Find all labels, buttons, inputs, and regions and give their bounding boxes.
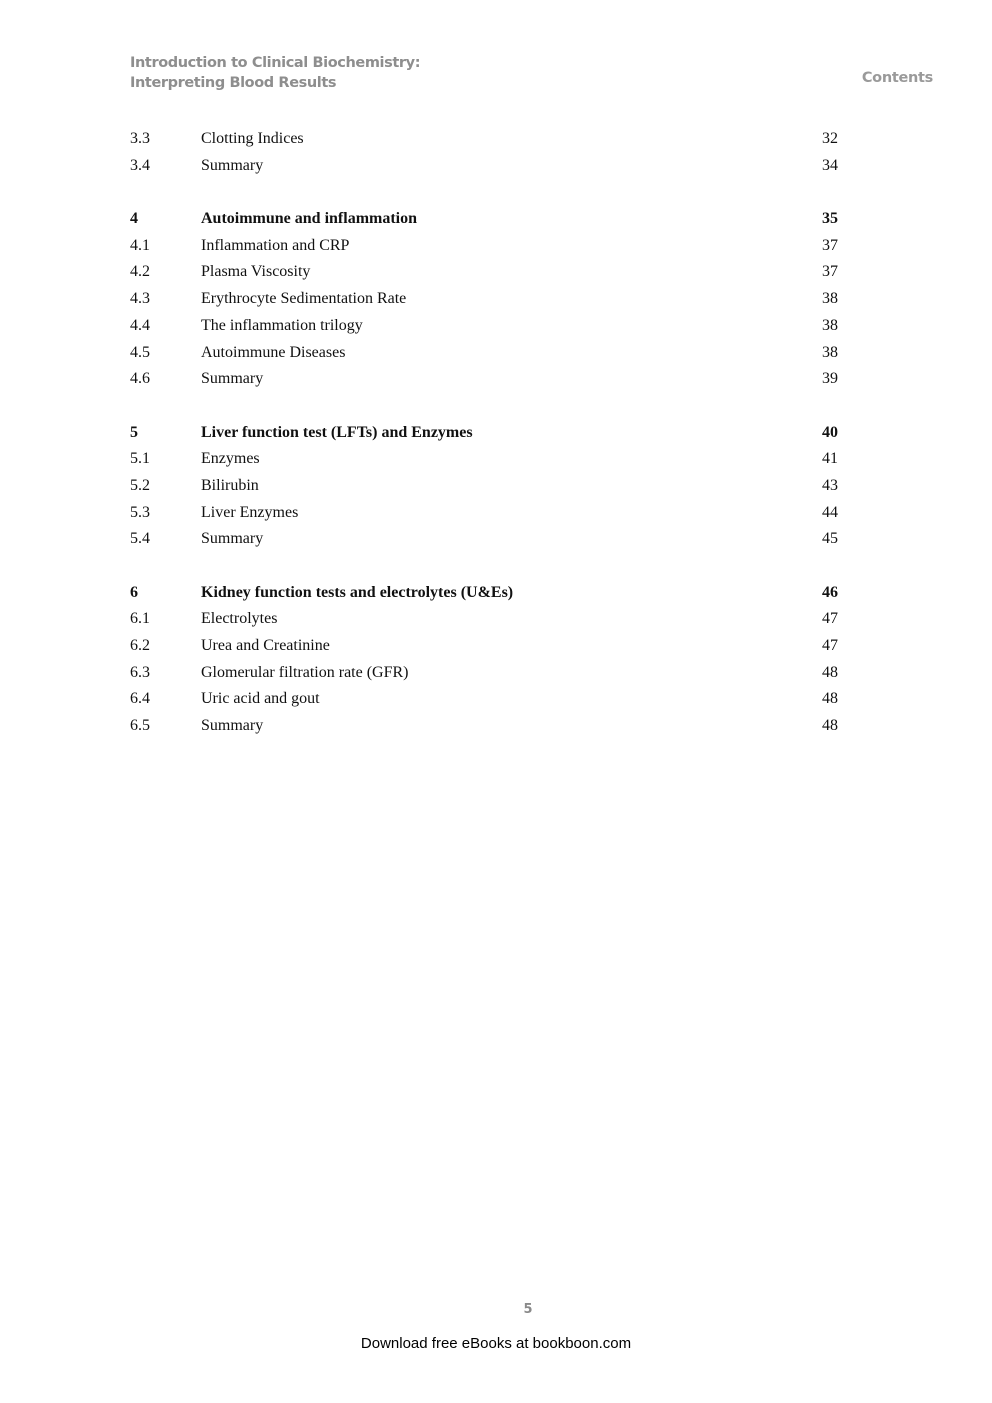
toc-label: Bilirubin xyxy=(201,476,259,494)
toc-entry[interactable] xyxy=(130,340,840,367)
toc-page: 40 xyxy=(822,423,838,441)
toc-label: Summary xyxy=(201,156,264,174)
toc-entry[interactable] xyxy=(130,446,840,473)
toc-chapter-entry[interactable] xyxy=(130,420,840,447)
toc-num: 6.2 xyxy=(130,637,150,655)
toc-label: Autoimmune Diseases xyxy=(201,343,346,361)
toc-label: Clotting Indices xyxy=(201,130,304,147)
toc-num: 6.5 xyxy=(130,717,150,735)
toc-entry[interactable] xyxy=(130,473,840,500)
toc-num: 4.6 xyxy=(130,370,150,388)
toc-label: Summary xyxy=(201,530,264,548)
toc-page: 47 xyxy=(822,610,838,628)
toc-page: 48 xyxy=(822,717,838,735)
toc-num: 6 xyxy=(130,583,138,601)
toc-page: 37 xyxy=(822,236,838,254)
toc-page: 47 xyxy=(822,637,838,655)
running-header-section: Contents xyxy=(861,70,933,86)
toc-entry[interactable] xyxy=(130,286,840,313)
toc-label: Erythrocyte Sedimentation Rate xyxy=(201,290,407,308)
running-header-title xyxy=(130,53,420,93)
page-number: 5 xyxy=(523,1302,533,1317)
toc-label: Electrolytes xyxy=(201,610,278,628)
toc-page: 39 xyxy=(822,370,838,388)
toc-chapter-entry[interactable] xyxy=(130,206,840,233)
toc-entry[interactable] xyxy=(130,606,840,633)
toc-entry[interactable] xyxy=(130,633,840,660)
toc-num: 4 xyxy=(130,210,138,228)
toc-num: 3.4 xyxy=(130,156,150,174)
toc-label: Kidney function tests and electrolytes (U&Es) xyxy=(201,583,514,601)
toc-entry[interactable] xyxy=(130,713,840,740)
toc-entry[interactable] xyxy=(130,233,840,260)
table-of-contents xyxy=(130,126,840,740)
toc-page: 34 xyxy=(822,156,838,174)
toc-num: 5.3 xyxy=(130,503,150,521)
toc-num: 4.3 xyxy=(130,290,150,308)
toc-num: 6.1 xyxy=(130,610,150,628)
toc-label: Uric acid and gout xyxy=(201,690,320,708)
toc-chapter-entry[interactable] xyxy=(130,580,840,607)
toc-label: Summary xyxy=(201,717,264,735)
toc-num: 4.2 xyxy=(130,263,150,281)
toc-entry[interactable] xyxy=(130,259,840,286)
toc-page: 48 xyxy=(822,690,838,708)
toc-page: 32 xyxy=(822,130,838,147)
toc-entry[interactable] xyxy=(130,313,840,340)
toc-label: Enzymes xyxy=(201,450,260,468)
toc-num: 6.4 xyxy=(130,690,150,708)
toc-entry[interactable] xyxy=(130,500,840,527)
toc-label: Liver Enzymes xyxy=(201,503,299,521)
toc-page: 41 xyxy=(822,450,838,468)
toc-label: Liver function test (LFTs) and Enzymes xyxy=(201,423,473,441)
toc-entry[interactable] xyxy=(130,366,840,393)
toc-num: 4.5 xyxy=(130,343,150,361)
toc-num: 6.3 xyxy=(130,663,150,681)
toc-page: 43 xyxy=(822,476,838,494)
toc-num: 4.1 xyxy=(130,236,150,254)
toc-num: 5.4 xyxy=(130,530,150,548)
toc-label: Summary xyxy=(201,370,264,388)
header-title-line-1: Introduction to Clinical Biochemistry: xyxy=(130,55,421,71)
toc-page: 37 xyxy=(822,263,838,281)
toc-label: Urea and Creatinine xyxy=(201,637,330,655)
toc-page: 45 xyxy=(822,530,838,548)
toc-num: 5.2 xyxy=(130,476,150,494)
toc-entry[interactable] xyxy=(130,686,840,713)
header-title-line-2: Interpreting Blood Results xyxy=(130,75,337,91)
toc-label: Glomerular filtration rate (GFR) xyxy=(201,663,409,681)
toc-label: The inflammation trilogy xyxy=(201,316,363,334)
toc-label: Inflammation and CRP xyxy=(201,236,350,254)
toc-page: 48 xyxy=(822,663,838,681)
toc-label: Autoimmune and inflammation xyxy=(201,210,418,228)
toc-page: 44 xyxy=(822,503,838,521)
toc-num: 3.3 xyxy=(130,130,150,147)
download-link[interactable]: Download free eBooks at bookboon.com xyxy=(360,1335,632,1352)
toc-num: 5.1 xyxy=(130,450,150,468)
toc-page: 38 xyxy=(822,290,838,308)
toc-entry[interactable] xyxy=(130,126,840,153)
toc-num: 5 xyxy=(130,423,138,441)
toc-label: Plasma Viscosity xyxy=(201,263,311,281)
toc-entry[interactable] xyxy=(130,153,840,180)
toc-page: 46 xyxy=(822,583,838,601)
toc-page: 38 xyxy=(822,316,838,334)
toc-entry[interactable] xyxy=(130,526,840,553)
toc-entry[interactable] xyxy=(130,660,840,687)
toc-page: 35 xyxy=(822,210,838,228)
toc-page: 38 xyxy=(822,343,838,361)
toc-num: 4.4 xyxy=(130,316,150,334)
